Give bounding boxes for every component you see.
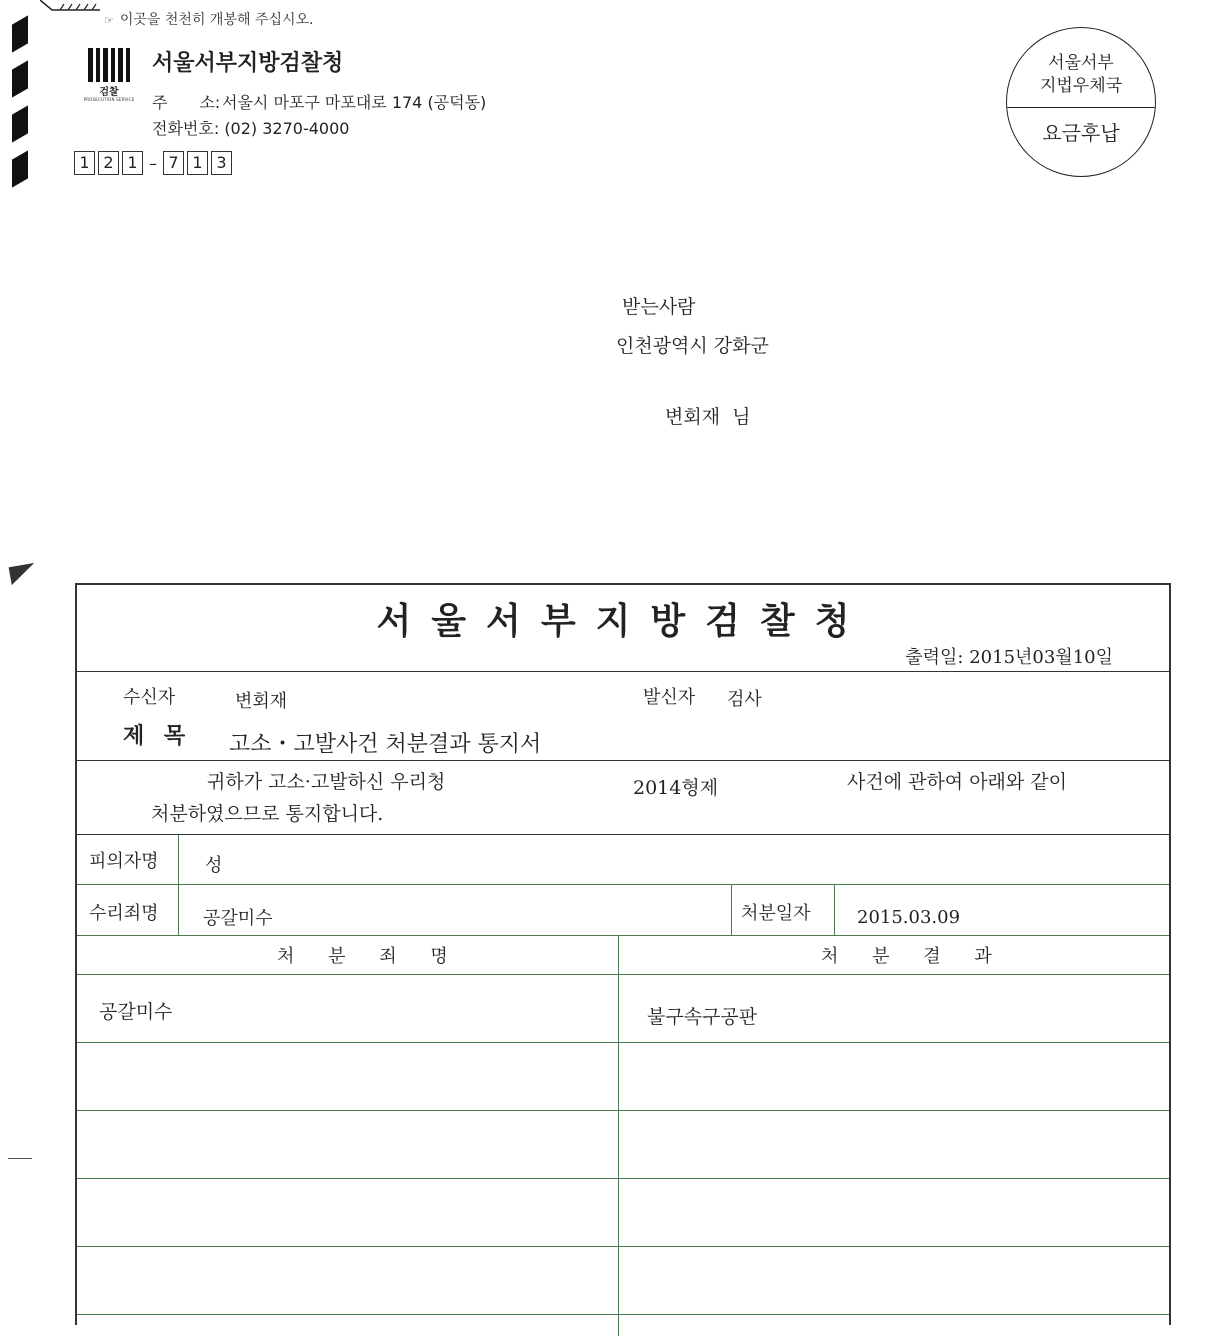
zip-digit: 3: [211, 151, 232, 175]
zip-separator: –: [149, 153, 157, 173]
disposition-date-value: 2015.03.09: [857, 907, 961, 928]
col-result-header: 처 분 결 과: [821, 946, 1006, 967]
disposition-date-label: 처분일자: [741, 903, 811, 924]
envelope-stripe: [12, 105, 28, 142]
print-date-label: 출력일:: [905, 647, 964, 668]
open-hint-text: 이곳을 천천히 개봉해 주십시오.: [119, 12, 314, 28]
receiver-label: 수신자: [123, 687, 176, 708]
sender-org-name: 서울서부지방검찰청: [152, 51, 344, 76]
phone-value: (02) 3270-4000: [224, 119, 350, 138]
subject-value: 고소・고발사건 처분결과 통지서: [229, 732, 542, 757]
row-result: 불구속구공판: [647, 1006, 758, 1028]
charge-value: 공갈미수: [203, 908, 273, 929]
body-case-number: 2014형제: [633, 777, 719, 799]
zip-code: [74, 151, 232, 175]
subject-label: 제 목: [123, 723, 192, 749]
stamp-office: [1007, 52, 1155, 98]
sender-value: 검사: [727, 689, 762, 710]
stamp-office-line2: 지법우체국: [1039, 76, 1123, 96]
zip-digit: 1: [74, 151, 95, 175]
row-charge: 공갈미수: [99, 1001, 173, 1023]
open-hint: [104, 9, 314, 29]
receiver-value: 변회재: [235, 691, 288, 712]
envelope-stripe: [12, 60, 28, 97]
address-label: 주 소:: [152, 93, 221, 112]
prosecution-logo-icon: [88, 48, 130, 82]
recipient-name-value: 변회재: [665, 406, 721, 428]
recipient-address: 인천광역시 강화군: [616, 335, 769, 357]
col-charge-header: 처 분 죄 명: [277, 946, 462, 967]
print-date: [905, 643, 1113, 669]
logo-caption: [78, 88, 140, 102]
pointing-hand-icon: ☞: [104, 14, 114, 27]
recipient-suffix: 님: [732, 406, 751, 428]
charge-label: 수리죄명: [89, 903, 159, 924]
fold-tick: [8, 1158, 32, 1159]
stamp-postage-paid: 요금후납: [1042, 121, 1120, 145]
logo-korean-text: 검찰: [99, 87, 119, 98]
stamp-office-line1: 서울서부: [1048, 53, 1114, 73]
postage-stamp: [1006, 27, 1156, 177]
zip-digit: 1: [187, 151, 208, 175]
logo-english-text: PROSECUTION SERVICE: [83, 97, 135, 102]
body-line2: 처분하였으므로 통지합니다.: [151, 803, 384, 825]
print-date-value: 2015년03월10일: [969, 647, 1113, 668]
scissor-mark-icon: [40, 0, 110, 14]
address-value: 서울시 마포구 마포대로 174 (공덕동): [222, 93, 487, 112]
disposition-notice-form: [75, 583, 1171, 1325]
sender-phone: [152, 116, 349, 139]
body-line1-start: 귀하가 고소·고발하신 우리청: [207, 771, 446, 793]
recipient-name: [665, 402, 750, 429]
envelope-stripe: [12, 15, 28, 52]
fold-mark-icon: [9, 563, 38, 585]
body-line1-end: 사건에 관하여 아래와 같이: [847, 771, 1068, 793]
zip-digit: 7: [163, 151, 184, 175]
form-title: 서울서부지방검찰청: [376, 600, 870, 642]
recipient-label: 받는사람: [622, 296, 696, 318]
phone-label: 전화번호:: [152, 119, 220, 138]
suspect-value: 성: [205, 855, 223, 876]
zip-digit: 2: [98, 151, 119, 175]
suspect-label: 피의자명: [89, 851, 159, 872]
sender-address: [152, 90, 486, 113]
envelope-stripe: [12, 150, 28, 187]
zip-digit: 1: [122, 151, 143, 175]
sender-label: 발신자: [643, 687, 696, 708]
